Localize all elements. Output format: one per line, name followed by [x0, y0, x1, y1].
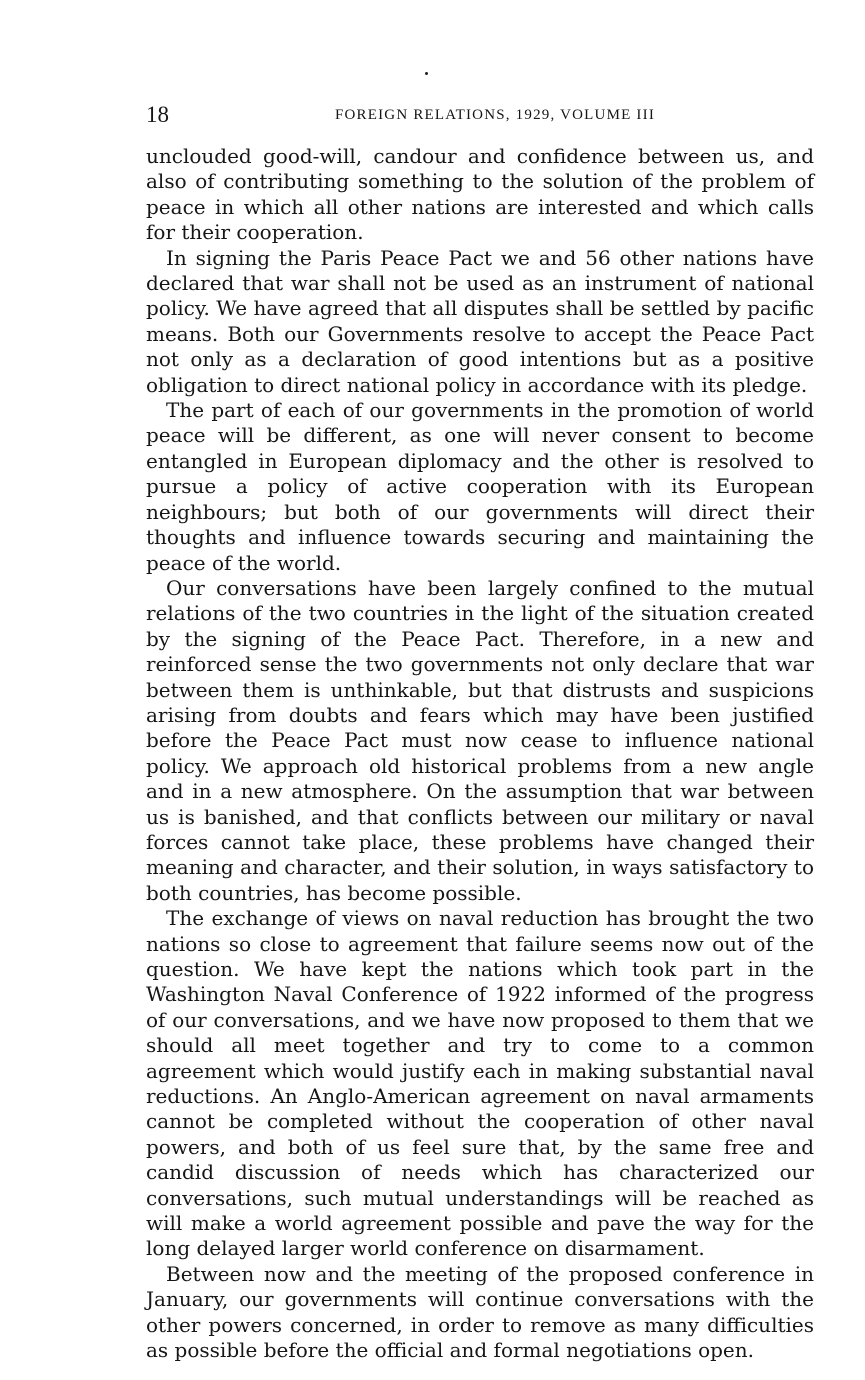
paragraph-world-peace: The part of each of our governments in the promotion of world peace will be different, as one will never consent to become entangled in European diplomacy and the other is resolved to pursue a policy of active cooperation with its European neighbours; but both of our governments will direct their thoughts and influence towards securing and maintaining the peace of the world. [146, 398, 814, 575]
paragraph-naval-reduction: The exchange of views on naval reduction has brought the two nations so close to agreement that failure seems now out of the question. We have kept the nations which took part in the Washington Naval Conference of 1922 informed of the progress of our conversations, and we have now proposed to them that we should all meet together and try to come to a common agreement which would justify each in making substantial naval reductions. An Anglo-American agreement on naval armaments cannot be completed without the cooperation of other naval powers, and both of us feel sure that, by the same free and candid discussion of needs which has characterized our conversations, such mutual understandings will be reached as will make a world agreement possible and pave the way for the long delayed larger world conference on disarmament. [146, 906, 814, 1261]
paragraph-continuation: unclouded good-will, candour and confidence between us, and also of contributing something to the solution of the problem of peace in which all other nations are interested and which calls for their cooperation. [146, 144, 814, 245]
paragraph-conference: Between now and the meeting of the proposed conference in January, our governments will continue conversations with the other powers concerned, in order to remove as many difficulties as possible before the official and formal negotiations open. [146, 1261, 814, 1363]
body-text [146, 144, 814, 1364]
running-title: FOREIGN RELATIONS, 1929, VOLUME III [334, 107, 656, 123]
paragraph-conversations: Our conversations have been largely confined to the mutual relations of the two countries in the light of the situation created by the signing of the Peace Pact. Therefore, in a new and reinforced sense the two governments not only declare that war between them is unthinkable, but that distrusts and suspicions arising from doubts and fears which may have been justified before the Peace Pact must now cease to influence national policy. We approach old historical problems from a new angle and in a new atmosphere. On the assumption that war between us is banished, and that conflicts between our military or naval forces cannot take place, these problems have changed their meaning and character, and their solution, in ways satisfactory to both countries, has become possible. [146, 575, 814, 905]
page-number: 18 [146, 102, 169, 127]
page-header [146, 100, 814, 130]
paragraph-peace-pact: In signing the Paris Peace Pact we and 56 other nations have declared that war shall not be used as an instrument of national policy. We have agreed that all disputes shall be settled by pacific means. Both our Governments resolve to accept the Peace Pact not only as a declaration of good intentions but as a positive obligation to direct national policy in accordance with its pledge. [146, 245, 814, 397]
print-speck [425, 72, 428, 75]
